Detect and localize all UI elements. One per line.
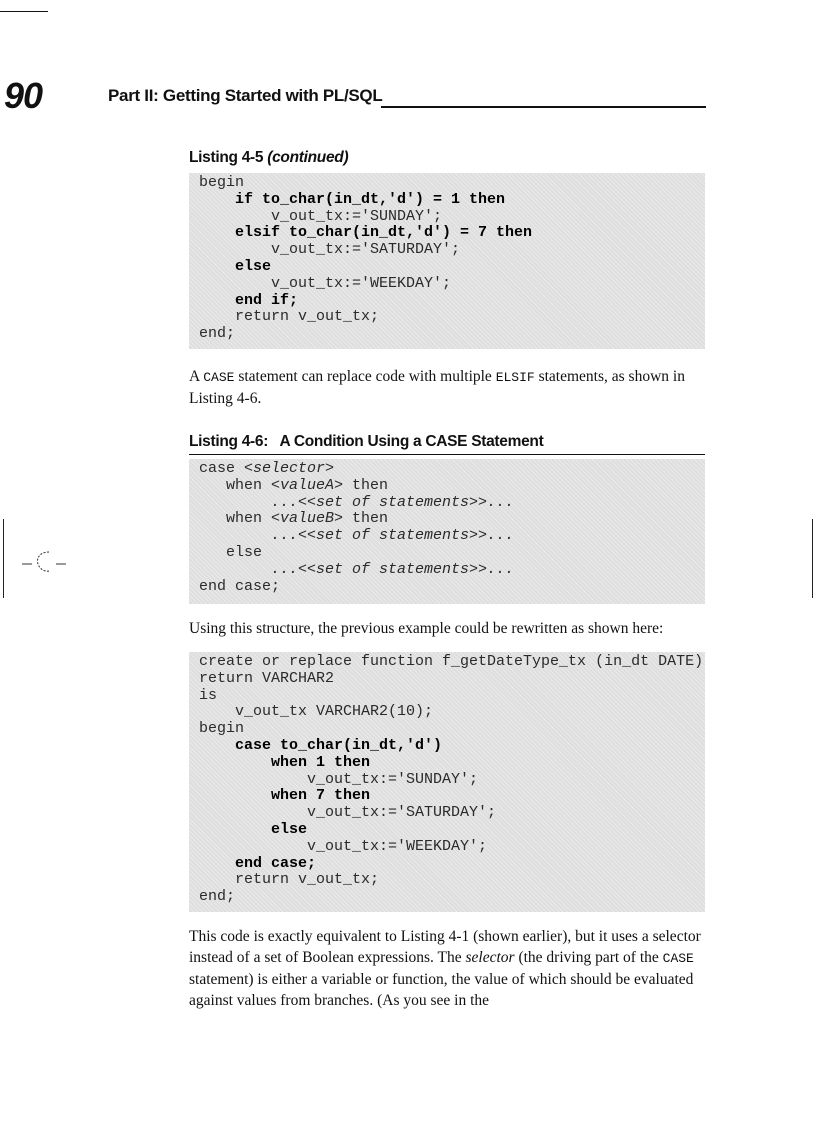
paragraph-rewrite-intro: Using this structure, the previous example could be rewritten as shown here: — [189, 620, 664, 637]
code-line: case to_char(in_dt,'d') — [199, 736, 443, 754]
left-margin-line — [3, 519, 4, 598]
code-line: v_out_tx:='SATURDAY'; — [199, 804, 497, 822]
header-rule — [381, 106, 706, 108]
code-line: return VARCHAR2 — [199, 669, 335, 687]
code-line: v_out_tx:='SUNDAY'; — [199, 770, 479, 788]
listing-4-6-rule — [189, 454, 705, 455]
code-line: end; — [199, 888, 236, 906]
listing-4-5-code-block — [189, 173, 705, 349]
code-term: ELSIF — [495, 370, 535, 385]
code-line — [199, 495, 705, 512]
emphasis-term: selector — [465, 949, 515, 966]
code-line: return v_out_tx; — [199, 871, 380, 889]
text-run: statements, as shown in Listing 4-6. — [189, 368, 685, 407]
page-number: 90 — [4, 75, 43, 116]
code-line: begin — [199, 174, 245, 191]
code-line: v_out_tx:='WEEKDAY'; — [199, 837, 488, 855]
running-head: Part II: Getting Started with PL/SQL — [108, 86, 383, 105]
text-run: (the driving part of the — [514, 949, 663, 966]
code-line: is — [199, 686, 218, 704]
code-line: end; — [199, 325, 236, 343]
code-line: when <valueA> then — [199, 476, 389, 494]
code-line: return v_out_tx; — [199, 308, 380, 326]
code-line: end if; — [199, 291, 299, 309]
code-line: v_out_tx:='SATURDAY'; — [199, 241, 461, 259]
text-run: A — [189, 368, 204, 385]
placeholder-text: ...<<set of statements>>... — [271, 527, 515, 545]
text-run: This code is exactly equivalent to Listing 4-1 (shown earlier), but it uses a selector instead of a set of Boolean expressions. The — [189, 928, 701, 966]
code-line: when <valueB> then — [199, 510, 389, 528]
listing-4-6-code-block — [189, 459, 705, 604]
code-line: end case; — [199, 577, 281, 595]
code-line: else — [199, 543, 263, 561]
placeholder-text: ...<<set of statements>>... — [271, 493, 515, 511]
placeholder-text: <valueB> — [271, 510, 344, 528]
code-term: CASE — [662, 951, 694, 966]
code-line: else — [199, 820, 308, 838]
text-run: statement can replace code with multiple — [234, 368, 496, 385]
code-line — [199, 528, 705, 545]
top-rule — [0, 11, 48, 12]
right-margin-line — [812, 519, 813, 598]
listing-label-text: Listing 4-5 — [189, 149, 264, 166]
code-line: when 7 then — [199, 787, 371, 805]
code-line: end case; — [199, 854, 317, 872]
code-line: case <selector> — [199, 460, 335, 477]
code-line: v_out_tx VARCHAR2(10); — [199, 703, 434, 721]
code-term: CASE — [203, 370, 235, 385]
code-line: v_out_tx:='WEEKDAY'; — [199, 274, 452, 292]
code-line: when 1 then — [199, 753, 371, 771]
rewritten-example-code-block — [189, 652, 705, 912]
paragraph-selector-explanation — [189, 926, 709, 1011]
code-line: elsif to_char(in_dt,'d') = 7 then — [199, 224, 533, 242]
listing-continued-label: (continued) — [267, 149, 349, 166]
listing-4-5-label — [189, 148, 348, 168]
paragraph-case-intro — [189, 366, 709, 409]
code-line: else — [199, 257, 272, 275]
placeholder-text: <valueA> — [271, 476, 344, 494]
code-line: v_out_tx:='SUNDAY'; — [199, 207, 443, 225]
code-line: create or replace function f_getDateType_tx (in_dt DATE) — [199, 653, 704, 670]
registration-mark-icon — [22, 544, 68, 574]
placeholder-text: ...<<set of statements>>... — [271, 560, 515, 578]
code-line — [199, 562, 705, 579]
code-line: if to_char(in_dt,'d') = 1 then — [199, 190, 506, 208]
code-line: begin — [199, 720, 245, 738]
text-run: statement) is either a variable or function, the value of which should be evaluated against values from branches. (As you see in the — [189, 971, 694, 1009]
listing-4-6-label: Listing 4-6: A Condition Using a CASE Statement — [189, 433, 544, 450]
placeholder-text: <selector> — [244, 460, 335, 477]
